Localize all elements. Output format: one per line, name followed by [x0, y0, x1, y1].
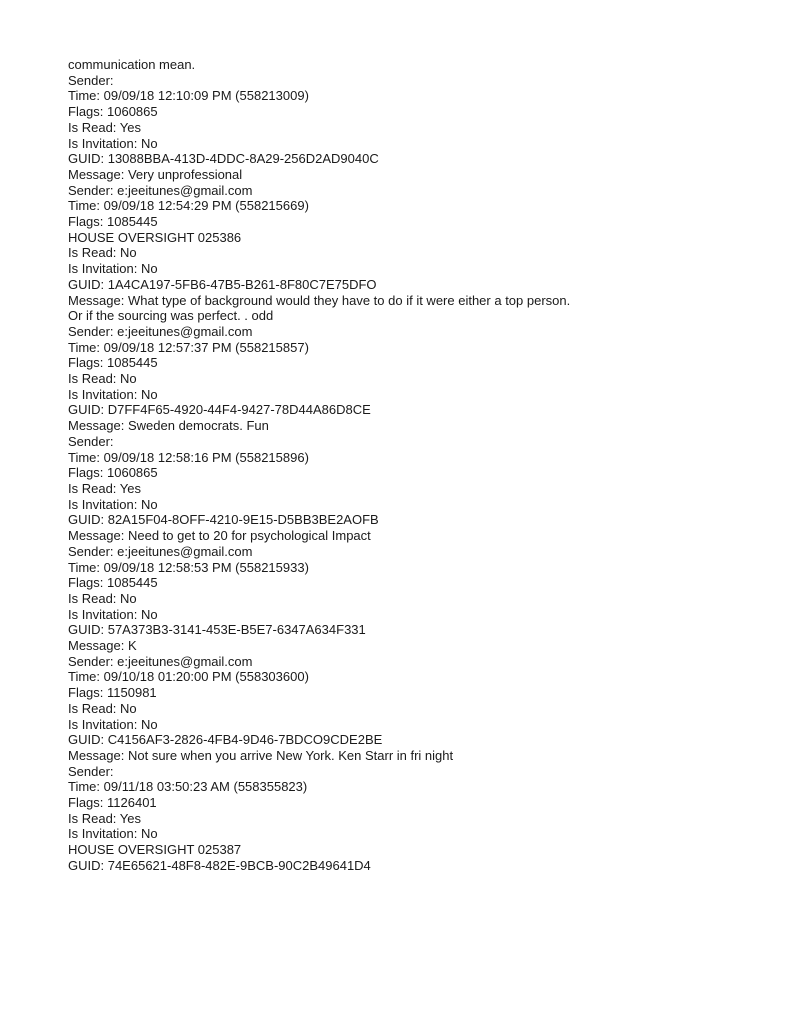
guid-line: GUID: 82A15F04-8OFF-4210-9E15-D5BB3BE2AOFB	[68, 512, 379, 528]
sender-line: Sender: e:jeeitunes@gmail.com	[68, 543, 253, 559]
message-line: Message: Sweden democrats. Fun	[68, 418, 269, 434]
message-line: Message: Need to get to 20 for psychological Impact	[68, 528, 371, 544]
is-invitation-line: Is Invitation: No	[68, 386, 158, 402]
sender-line: Sender: e:jeeitunes@gmail.com	[68, 653, 253, 669]
page-stamp: HOUSE OVERSIGHT 025387	[68, 842, 242, 858]
guid-line: GUID: D7FF4F65-4920-44F4-9427-78D44A86D8CE	[68, 402, 371, 418]
page-stamp: HOUSE OVERSIGHT 025386	[68, 229, 242, 245]
flags-line: Flags: 1060865	[68, 465, 158, 481]
time-line: Time: 09/10/18 01:20:00 PM (558303600)	[68, 669, 309, 685]
flags-line: Flags: 1150981	[68, 685, 157, 701]
is-read-line: Is Read: Yes	[68, 480, 141, 496]
is-read-line: Is Read: No	[68, 590, 137, 606]
flags-line: Flags: 1085445	[68, 575, 158, 591]
time-line: Time: 09/09/18 12:10:09 PM (558213009)	[68, 88, 309, 104]
guid-line: GUID: 74E65621-48F8-482E-9BCB-90C2B49641D4	[68, 857, 371, 873]
guid-line: GUID: 13088BBA-413D-4DDC-8A29-256D2AD9040C	[68, 151, 379, 167]
text-line: Or if the sourcing was perfect. . odd	[68, 308, 274, 324]
message-line: Message: Not sure when you arrive New York. Ken Starr in fri night	[68, 747, 454, 763]
text-line: communication mean.	[68, 57, 196, 72]
flags-line: Flags: 1060865	[68, 104, 158, 120]
is-read-line: Is Read: No	[68, 371, 137, 387]
message-line: Message: K	[68, 638, 137, 654]
sender-line: Sender:	[68, 763, 114, 779]
guid-line: GUID: C4156AF3-2826-4FB4-9D46-7BDCO9CDE2BE	[68, 732, 383, 748]
is-read-line: Is Read: Yes	[68, 810, 141, 826]
time-line: Time: 09/09/18 12:54:29 PM (558215669)	[68, 198, 309, 214]
document-page	[68, 57, 768, 874]
guid-line: GUID: 57A373B3-3141-453E-B5E7-6347A634F331	[68, 622, 366, 638]
sender-line: Sender: e:jeeitunes@gmail.com	[68, 182, 253, 198]
message-line: Message: What type of background would they have to do if it were either a top person.	[68, 292, 571, 308]
flags-line: Flags: 1126401	[68, 795, 157, 811]
flags-line: Flags: 1085445	[68, 355, 158, 371]
is-invitation-line: Is Invitation: No	[68, 135, 158, 151]
sender-line: Sender:	[68, 433, 114, 449]
is-invitation-line: Is Invitation: No	[68, 261, 158, 277]
message-line: Message: Very unprofessional	[68, 166, 243, 182]
is-read-line: Is Read: No	[68, 245, 137, 261]
time-line: Time: 09/09/18 12:58:16 PM (558215896)	[68, 449, 309, 465]
time-line: Time: 09/11/18 03:50:23 AM (558355823)	[68, 779, 308, 795]
flags-line: Flags: 1085445	[68, 214, 158, 230]
sender-line: Sender: e:jeeitunes@gmail.com	[68, 323, 253, 339]
is-invitation-line: Is Invitation: No	[68, 606, 158, 622]
message-log	[68, 57, 768, 874]
time-line: Time: 09/09/18 12:58:53 PM (558215933)	[68, 559, 309, 575]
is-invitation-line: Is Invitation: No	[68, 826, 158, 842]
time-line: Time: 09/09/18 12:57:37 PM (558215857)	[68, 339, 309, 355]
is-read-line: Is Read: Yes	[68, 119, 141, 135]
sender-line: Sender:	[68, 72, 114, 88]
guid-line: GUID: 1A4CA197-5FB6-47B5-B261-8F80C7E75DFO	[68, 276, 377, 292]
is-invitation-line: Is Invitation: No	[68, 716, 158, 732]
is-invitation-line: Is Invitation: No	[68, 496, 158, 512]
is-read-line: Is Read: No	[68, 700, 137, 716]
